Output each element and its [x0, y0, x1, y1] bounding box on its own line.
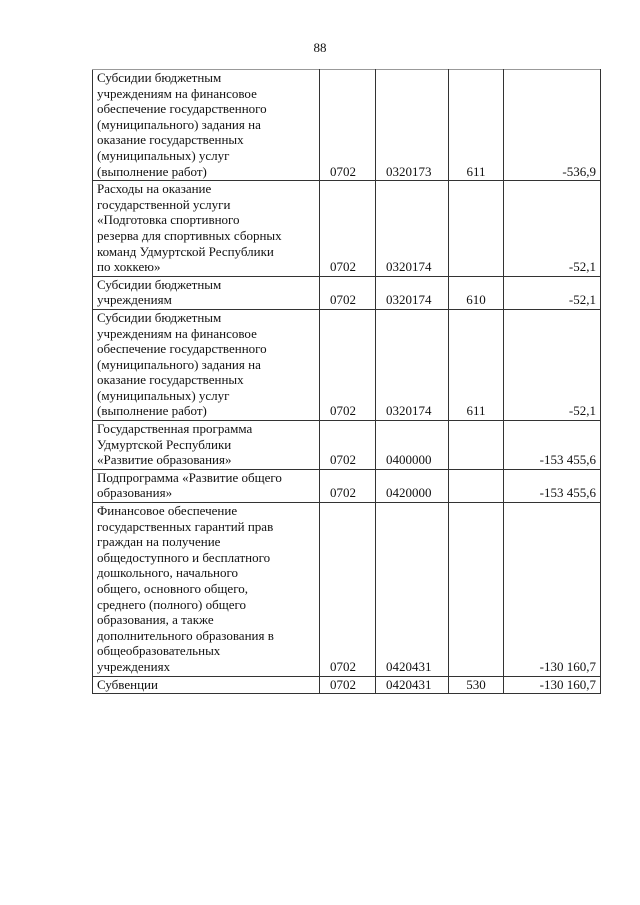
cell-expense-type: 610	[449, 276, 504, 309]
cell-target-code: 0320173	[376, 70, 449, 181]
page-number: 88	[313, 40, 327, 55]
cell-amount: -130 160,7	[504, 503, 601, 677]
cell-target-code: 0420431	[376, 503, 449, 677]
table-row	[93, 676, 601, 694]
cell-amount: -153 455,6	[504, 469, 601, 502]
cell-name: Субсидии бюджетным учреждениям на финансовое обеспечение государственного (муниципального) задания на оказание государственных (муниципальных) услуг (выполнение работ)	[93, 70, 320, 181]
cell-expense-type	[449, 469, 504, 502]
cell-expense-type: 611	[449, 309, 504, 420]
cell-name: Расходы на оказание государственной услуги «Подготовка спортивного резерва для спортивных сборных команд Удмуртской Республики по хоккею»	[93, 181, 320, 277]
table-row	[93, 309, 601, 420]
cell-expense-type	[449, 181, 504, 277]
cell-expense-type: 530	[449, 676, 504, 694]
cell-name: Субсидии бюджетным учреждениям на финансовое обеспечение государственного (муниципального) задания на оказание государственных (муниципальных) услуг (выполнение работ)	[93, 309, 320, 420]
table-row	[93, 503, 601, 677]
cell-section: 0702	[320, 181, 376, 277]
cell-target-code: 0420000	[376, 469, 449, 502]
cell-target-code: 0320174	[376, 309, 449, 420]
cell-amount: -52,1	[504, 181, 601, 277]
cell-target-code: 0400000	[376, 421, 449, 470]
cell-name: Субсидии бюджетным учреждениям	[93, 276, 320, 309]
table-row	[93, 276, 601, 309]
cell-name: Государственная программа Удмуртской Республики «Развитие образования»	[93, 421, 320, 470]
cell-amount: -52,1	[504, 309, 601, 420]
cell-section: 0702	[320, 70, 376, 181]
cell-expense-type	[449, 421, 504, 470]
cell-section: 0702	[320, 503, 376, 677]
cell-name: Субвенции	[93, 676, 320, 694]
table-row	[93, 181, 601, 277]
cell-name: Финансовое обеспечение государственных гарантий прав граждан на получение общедоступного и бесплатного дошкольного, начального общего, основного общего, среднего (полного) общего образования, а также дополнительного образования в общеобразовательных учреждениях	[93, 503, 320, 677]
table-row	[93, 421, 601, 470]
table-row	[93, 70, 601, 181]
cell-amount: -52,1	[504, 276, 601, 309]
cell-expense-type	[449, 503, 504, 677]
cell-section: 0702	[320, 309, 376, 420]
cell-target-code: 0320174	[376, 276, 449, 309]
cell-name: Подпрограмма «Развитие общего образования»	[93, 469, 320, 502]
cell-expense-type: 611	[449, 70, 504, 181]
budget-table	[92, 69, 601, 694]
cell-amount: -536,9	[504, 70, 601, 181]
cell-section: 0702	[320, 276, 376, 309]
table-row	[93, 469, 601, 502]
cell-amount: -130 160,7	[504, 676, 601, 694]
cell-section: 0702	[320, 469, 376, 502]
cell-section: 0702	[320, 676, 376, 694]
cell-amount: -153 455,6	[504, 421, 601, 470]
cell-target-code: 0420431	[376, 676, 449, 694]
cell-target-code: 0320174	[376, 181, 449, 277]
cell-section: 0702	[320, 421, 376, 470]
